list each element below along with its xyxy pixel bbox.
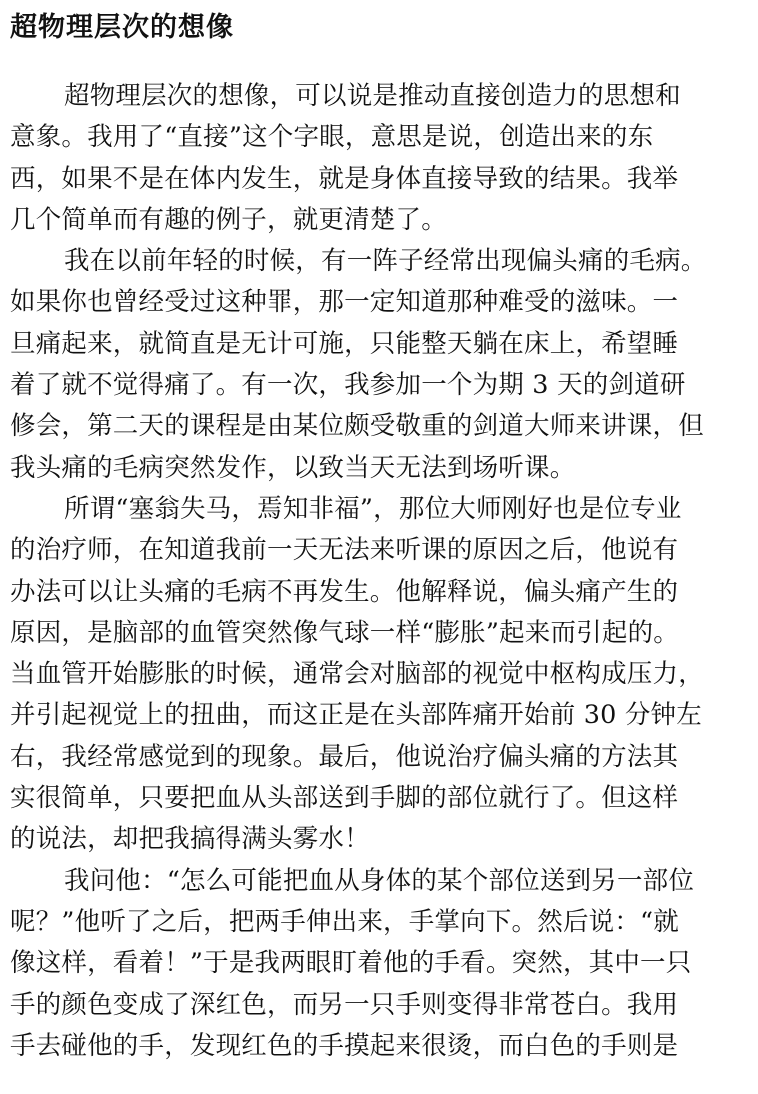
text-line: 办法可以让头痛的毛病不再发生。他解释说，偏头痛产生的 [10, 576, 679, 607]
text-line: 修会，第二天的课程是由某位颇受敬重的剑道大师来讲课，但 [10, 411, 704, 442]
text-line: 手去碰他的手，发现红色的手摸起来很烫，而白色的手则是 [10, 1030, 679, 1061]
text-line: 的治疗师，在知道我前一天无法来听课的原因之后，他说有 [10, 535, 679, 566]
text-line: 旦痛起来，就简直是无计可施，只能整天躺在床上，希望睡 [10, 328, 679, 359]
text-line: 如果你也曾经受过这种罪，那一定知道那种难受的滋味。一 [10, 287, 679, 318]
text-line: 意象。我用了“直接”这个字眼，意思是说，创造出来的东 [10, 122, 654, 153]
body-text [10, 76, 750, 1067]
text-line: 我在以前年轻的时候，有一阵子经常出现偏头痛的毛病。 [64, 246, 707, 277]
text-line: 当血管开始膨胀的时候，通常会对脑部的视觉中枢构成压力， [10, 659, 704, 690]
text-line: 实很简单，只要把血从头部送到手脚的部位就行了。但这样 [10, 783, 679, 814]
text-line: 所谓“塞翁失马，焉知非福”，那位大师刚好也是位专业 [64, 493, 682, 524]
text-line: 手的颜色变成了深红色，而另一只手则变得非常苍白。我用 [10, 989, 679, 1020]
text-line: 几个简单而有趣的例子，就更清楚了。 [10, 204, 447, 235]
text-line: 原因，是脑部的血管突然像气球一样“膨胀”起来而引起的。 [10, 617, 679, 648]
text-line: 超物理层次的想像，可以说是推动直接创造力的思想和 [64, 81, 681, 111]
text-line: 我问他：“怎么可能把血从身体的某个部位送到另一部位 [64, 865, 695, 896]
text-line: 像这样，看着！”于是我两眼盯着他的手看。突然，其中一只 [10, 948, 692, 979]
text-line: 右，我经常感觉到的现象。最后，他说治疗偏头痛的方法其 [10, 741, 679, 772]
text-line: 并引起视觉上的扭曲，而这正是在头部阵痛开始前 30 分钟左 [10, 700, 702, 731]
text-line: 呢？”他听了之后，把两手伸出来，手掌向下。然后说：“就 [10, 906, 679, 937]
text-line: 西，如果不是在体内发生，就是身体直接导致的结果。我举 [10, 163, 679, 194]
section-title: 超物理层次的想像 [10, 12, 234, 43]
text-line: 的说法，却把我搞得满头雾水！ [10, 824, 370, 855]
text-line: 我头痛的毛病突然发作，以致当天无法到场听课。 [10, 452, 576, 483]
text-line: 着了就不觉得痛了。有一次，我参加一个为期 3 天的剑道研 [10, 370, 686, 401]
